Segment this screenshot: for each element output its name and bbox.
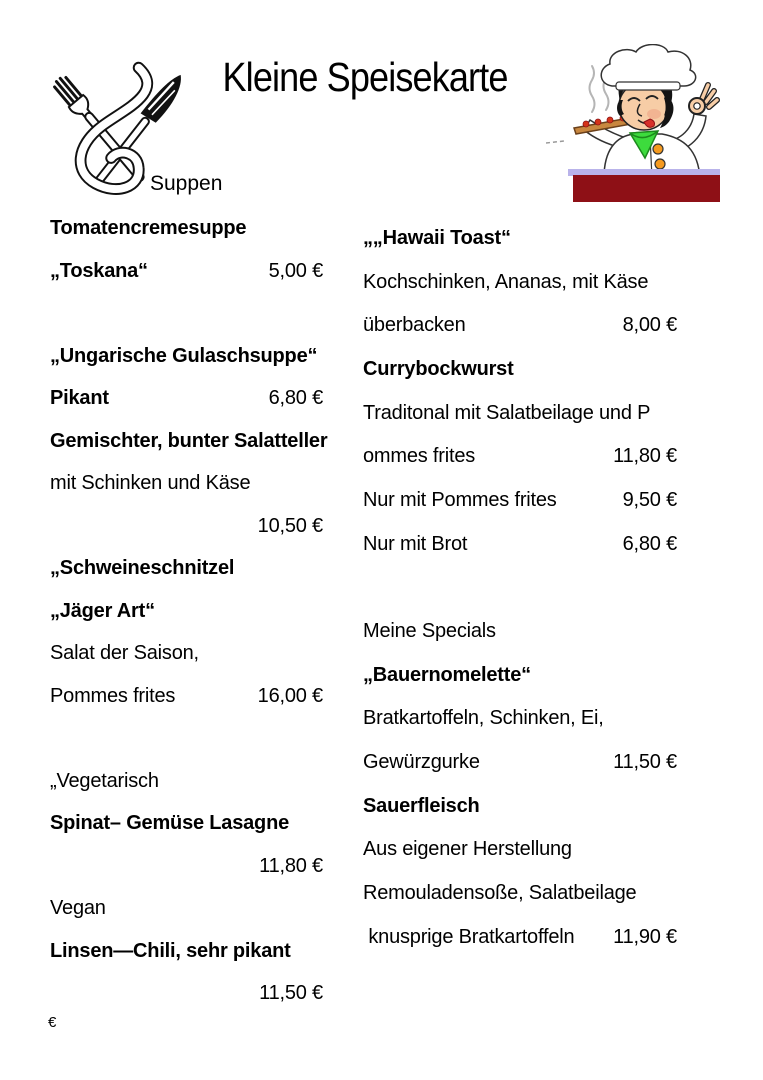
menu-line-text: mit Schinken und Käse — [50, 472, 251, 495]
menu-line-text: Pikant — [50, 387, 109, 410]
menu-line-text: „Ungarische Gulaschsuppe“ — [50, 344, 318, 367]
menu-line-text: „Bauernomelette“ — [363, 663, 531, 686]
counter — [568, 169, 720, 202]
menu-line-text: Kochschinken, Ananas, mit Käse — [363, 270, 649, 293]
menu-line — [50, 845, 323, 888]
menu-line-text: überbacken — [363, 314, 466, 337]
menu-line-price: 10,50 € — [257, 514, 323, 537]
menu-line-text: knusprige Bratkartoffeln — [363, 925, 575, 948]
menu-line-price: 11,80 € — [613, 445, 677, 468]
menu-line-text: „Toskana“ — [50, 259, 148, 282]
jacket-button — [653, 144, 663, 154]
menu-line — [363, 347, 677, 391]
menu-line — [363, 478, 677, 522]
menu-line — [363, 697, 677, 741]
menu-line-price: 11,90 € — [613, 925, 677, 948]
page-title: Kleine Speisekarte — [222, 54, 508, 100]
menu-line-price: 6,80 € — [622, 532, 677, 555]
jacket-button — [655, 159, 665, 169]
menu-line — [50, 632, 323, 675]
right-column — [363, 216, 677, 959]
menu-line-text: ommes frites — [363, 445, 476, 468]
menu-line-text: Gemischter, bunter Salatteller — [50, 429, 328, 452]
menu-line — [363, 740, 677, 784]
menu-line-text: Currybockwurst — [363, 357, 514, 380]
menu-line — [363, 522, 677, 566]
spacer — [50, 717, 323, 760]
menu-line-text: Traditonal mit Salatbeilage und P — [363, 401, 651, 424]
footer-euro-symbol: € — [48, 1014, 57, 1031]
menu-line — [50, 675, 323, 718]
chef-clipart-icon — [546, 44, 720, 202]
menu-line-text: Pommes frites — [50, 684, 176, 707]
menu-line — [50, 972, 323, 1015]
menu-line — [363, 915, 677, 959]
menu-line-price: 9,50 € — [622, 488, 677, 511]
menu-line — [363, 434, 677, 478]
menu-line — [50, 250, 323, 293]
steam-dash-icon — [546, 141, 564, 143]
menu-line-text: Vegan — [50, 897, 106, 920]
spacer — [363, 566, 677, 610]
menu-line-price: 6,80 € — [268, 387, 323, 410]
menu-line — [50, 547, 323, 590]
menu-line — [50, 802, 323, 845]
menu-line-text: „„Hawaii Toast“ — [363, 226, 511, 249]
menu-line-text: „Jäger Art“ — [50, 599, 155, 622]
menu-line — [50, 377, 323, 420]
menu-line-text: Linsen—Chili, sehr pikant — [50, 939, 291, 962]
menu-line-text: Bratkartoffeln, Schinken, Ei, — [363, 707, 604, 730]
left-column — [50, 207, 328, 1015]
menu-line — [50, 335, 323, 378]
menu-line — [50, 462, 323, 505]
menu-line-text: Nur mit Pommes frites — [363, 488, 557, 511]
menu-line-text: Salat der Saison, — [50, 642, 199, 665]
section-label-suppen: Suppen — [150, 172, 223, 195]
menu-line-price: 16,00 € — [257, 684, 323, 707]
chef-hat-icon — [601, 45, 695, 91]
menu-line — [50, 760, 323, 803]
menu-line-text: Aus eigener Herstellung — [363, 838, 572, 861]
menu-line — [363, 260, 677, 304]
menu-line-text: Sauerfleisch — [363, 794, 480, 817]
menu-line-text: Tomatencremesuppe — [50, 217, 247, 240]
menu-line — [363, 609, 677, 653]
menu-line — [363, 303, 677, 347]
menu-line-price: 11,50 € — [613, 751, 677, 774]
menu-line — [363, 653, 677, 697]
menu-line-price: 5,00 € — [268, 259, 323, 282]
ok-hand-icon — [689, 85, 717, 114]
menu-line — [363, 784, 677, 828]
menu-line-price: 11,50 € — [259, 982, 323, 1005]
menu-line-text: Gewürzgurke — [363, 751, 480, 774]
menu-line-text: Nur mit Brot — [363, 532, 468, 555]
menu-line-text: Remouladensoße, Salatbeilage — [363, 882, 637, 905]
menu-line-text: „Vegetarisch — [50, 769, 159, 792]
menu-line — [50, 207, 323, 250]
menu-line-text: Spinat– Gemüse Lasagne — [50, 812, 290, 835]
menu-line — [50, 590, 323, 633]
menu-line — [50, 930, 323, 973]
menu-line-price: 8,00 € — [622, 314, 677, 337]
menu-line-text: „Schweineschnitzel — [50, 557, 235, 580]
menu-line-text: Meine Specials — [363, 620, 496, 643]
menu-line — [363, 216, 677, 260]
menu-line — [363, 828, 677, 872]
menu-line-price: 11,80 € — [259, 854, 323, 877]
menu-line — [363, 391, 677, 435]
menu-line — [50, 887, 323, 930]
menu-line — [50, 420, 328, 463]
menu-line — [363, 871, 677, 915]
spacer — [50, 292, 323, 335]
menu-line — [50, 505, 323, 548]
